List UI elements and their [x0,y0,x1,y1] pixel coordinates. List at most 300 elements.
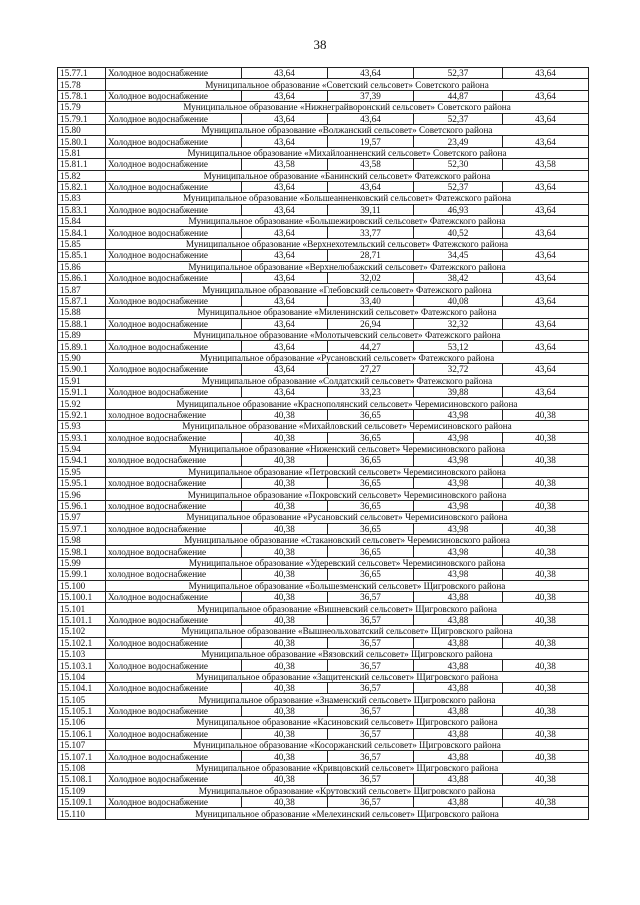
service-name: холодное водоснабжение [106,478,242,489]
municipality-header-row [58,603,589,614]
municipality-header-row [58,421,589,432]
row-code: 15.95.1 [58,478,106,489]
tariff-value-1: 43,64 [242,181,328,192]
municipality-title: Муниципальное образование «Михайлоанненский сельсовет» Советского района [106,147,589,158]
row-code: 15.104.1 [58,683,106,694]
tariff-value-1: 40,38 [242,455,328,466]
row-code: 15.77.1 [58,68,106,79]
municipality-header-row [58,193,589,204]
tariff-value-4: 43,64 [503,386,589,397]
service-name: Холодное водоснабжение [106,705,242,716]
row-code: 15.81 [58,147,106,158]
service-name: Холодное водоснабжение [106,295,242,306]
tariff-value-2: 36,57 [328,751,414,762]
tariff-value-2: 27,27 [328,364,414,375]
row-code: 15.104 [58,671,106,682]
municipality-title: Муниципальное образование «Миленинский сельсовет» Фатежского района [106,307,589,318]
service-name: Холодное водоснабжение [106,614,242,625]
tariff-value-2: 39,11 [328,204,414,215]
municipality-title: Муниципальное образование «Нижнеграйворонский сельсовет» Советского района [106,102,589,113]
municipality-title: Муниципальное образование «Стакановский сельсовет» Черемисиновского района [106,535,589,546]
municipality-title: Муниципальное образование «Защитенский сельсовет» Щигровского района [106,671,589,682]
service-name: Холодное водоснабжение [106,273,242,284]
tariff-value-3: 43,98 [414,523,503,534]
tariff-value-2: 36,65 [328,523,414,534]
service-name: Холодное водоснабжение [106,637,242,648]
tariff-value-3: 52,37 [414,68,503,79]
tariff-value-2: 33,23 [328,386,414,397]
table-row [58,250,589,261]
row-code: 15.100.1 [58,591,106,602]
table-row [58,295,589,306]
row-code: 15.78.1 [58,90,106,101]
row-code: 15.108.1 [58,774,106,785]
tariff-value-4: 40,38 [503,705,589,716]
tariff-value-1: 43,64 [242,136,328,147]
tariff-value-3: 40,08 [414,295,503,306]
tariff-value-1: 40,38 [242,751,328,762]
table-row [58,591,589,602]
service-name: Холодное водоснабжение [106,159,242,170]
table-row [58,500,589,511]
table-row [58,705,589,716]
tariff-value-3: 43,88 [414,591,503,602]
table-row [58,660,589,671]
tariff-value-4: 43,64 [503,318,589,329]
row-code: 15.85 [58,238,106,249]
table-row [58,364,589,375]
tariff-value-1: 43,64 [242,341,328,352]
tariff-value-4: 40,38 [503,478,589,489]
tariff-value-4: 43,58 [503,159,589,170]
row-code: 15.98.1 [58,546,106,557]
municipality-header-row [58,261,589,272]
tariff-value-2: 36,57 [328,705,414,716]
tariff-value-2: 33,40 [328,295,414,306]
municipality-header-row [58,398,589,409]
tariff-value-4: 40,38 [503,637,589,648]
municipality-title: Муниципальное образование «Удеревский сельсовет» Черемисиновского района [106,557,589,568]
tariff-value-3: 43,88 [414,614,503,625]
service-name: Холодное водоснабжение [106,227,242,238]
table-row [58,136,589,147]
municipality-header-row [58,466,589,477]
row-code: 15.101.1 [58,614,106,625]
table-row [58,774,589,785]
table-row [58,341,589,352]
tariff-value-1: 40,38 [242,637,328,648]
table-row [58,797,589,808]
row-code: 15.87.1 [58,295,106,306]
tariff-value-3: 43,88 [414,683,503,694]
tariff-value-1: 43,64 [242,364,328,375]
tariff-value-2: 36,65 [328,569,414,580]
municipality-title: Муниципальное образование «Глебовский сельсовет» Фатежского района [106,284,589,295]
tariff-value-4: 40,38 [503,774,589,785]
service-name: Холодное водоснабжение [106,591,242,602]
tariff-value-2: 36,57 [328,614,414,625]
tariff-value-4: 40,38 [503,523,589,534]
tariff-value-2: 36,57 [328,660,414,671]
row-code: 15.102 [58,626,106,637]
table-row [58,455,589,466]
tariff-value-3: 53,12 [414,341,503,352]
table-row [58,204,589,215]
municipality-header-row [58,580,589,591]
row-code: 15.93 [58,421,106,432]
row-code: 15.96 [58,489,106,500]
service-name: Холодное водоснабжение [106,204,242,215]
tariff-value-4: 40,38 [503,751,589,762]
municipality-title: Муниципальное образование «Михайловский сельсовет» Черемисиновского района [106,421,589,432]
service-name: Холодное водоснабжение [106,660,242,671]
municipality-header-row [58,102,589,113]
tariff-value-1: 40,38 [242,774,328,785]
service-name: Холодное водоснабжение [106,683,242,694]
row-code: 15.106.1 [58,728,106,739]
row-code: 15.106 [58,717,106,728]
municipality-header-row [58,307,589,318]
tariff-value-3: 39,88 [414,386,503,397]
row-code: 15.107.1 [58,751,106,762]
table-row [58,90,589,101]
tariff-value-3: 43,98 [414,409,503,420]
row-code: 15.84.1 [58,227,106,238]
service-name: Холодное водоснабжение [106,90,242,101]
row-code: 15.107 [58,740,106,751]
row-code: 15.91.1 [58,386,106,397]
row-code: 15.96.1 [58,500,106,511]
tariff-value-2: 36,65 [328,455,414,466]
table-row [58,227,589,238]
tariff-value-3: 43,88 [414,728,503,739]
tariff-value-1: 43,64 [242,204,328,215]
tariff-value-3: 43,88 [414,705,503,716]
tariff-value-2: 43,64 [328,181,414,192]
tariff-value-3: 32,32 [414,318,503,329]
tariff-value-3: 43,88 [414,637,503,648]
tariff-value-2: 36,57 [328,774,414,785]
table-row [58,523,589,534]
tariff-value-1: 40,38 [242,546,328,557]
service-name: Холодное водоснабжение [106,364,242,375]
municipality-title: Муниципальное образование «Советский сельсовет» Советского района [106,79,589,90]
municipality-title: Муниципальное образование «Вязовский сельсовет» Щигровского района [106,648,589,659]
tariff-value-1: 43,64 [242,227,328,238]
tariff-value-1: 40,38 [242,660,328,671]
row-code: 15.90 [58,352,106,363]
tariff-value-4: 43,64 [503,273,589,284]
municipality-title: Муниципальное образование «Кривцовский сельсовет» Щигровского района [106,762,589,773]
table-row [58,478,589,489]
row-code: 15.95 [58,466,106,477]
row-code: 15.80.1 [58,136,106,147]
tariff-value-1: 40,38 [242,705,328,716]
row-code: 15.86.1 [58,273,106,284]
row-code: 15.103.1 [58,660,106,671]
tariff-value-2: 36,65 [328,546,414,557]
service-name: Холодное водоснабжение [106,341,242,352]
row-code: 15.94 [58,443,106,454]
row-code: 15.83 [58,193,106,204]
service-name: Холодное водоснабжение [106,250,242,261]
municipality-title: Муниципальное образование «Молотычевский сельсовет» Фатежского района [106,329,589,340]
table-row [58,386,589,397]
tariff-value-1: 40,38 [242,432,328,443]
municipality-title: Муниципальное образование «Верхнехотемльский сельсовет» Фатежского района [106,238,589,249]
tariff-value-4: 43,64 [503,181,589,192]
tariff-value-2: 36,65 [328,478,414,489]
table-row [58,683,589,694]
municipality-header-row [58,170,589,181]
tariff-value-2: 36,65 [328,500,414,511]
row-code: 15.85.1 [58,250,106,261]
row-code: 15.82.1 [58,181,106,192]
municipality-title: Муниципальное образование «Большежировский сельсовет» Фатежского района [106,216,589,227]
tariff-table [57,67,589,820]
tariff-value-3: 43,88 [414,797,503,808]
table-row [58,614,589,625]
table-row [58,432,589,443]
municipality-header-row [58,762,589,773]
service-name: Холодное водоснабжение [106,386,242,397]
row-code: 15.102.1 [58,637,106,648]
row-code: 15.88 [58,307,106,318]
tariff-value-3: 32,72 [414,364,503,375]
tariff-value-1: 40,38 [242,591,328,602]
municipality-header-row [58,557,589,568]
tariff-value-4: 40,38 [503,500,589,511]
tariff-value-4: 43,64 [503,113,589,124]
row-code: 15.97.1 [58,523,106,534]
table-row [58,728,589,739]
municipality-title: Муниципальное образование «Большезменский сельсовет» Щигровского района [106,580,589,591]
service-name: холодное водоснабжение [106,432,242,443]
row-code: 15.99 [58,557,106,568]
table-row [58,159,589,170]
municipality-title: Муниципальное образование «Банинский сельсовет» Фатежского района [106,170,589,181]
row-code: 15.89 [58,329,106,340]
municipality-header-row [58,238,589,249]
tariff-value-3: 43,88 [414,660,503,671]
row-code: 15.80 [58,124,106,135]
row-code: 15.89.1 [58,341,106,352]
municipality-header-row [58,79,589,90]
row-code: 15.92 [58,398,106,409]
tariff-value-3: 43,88 [414,751,503,762]
municipality-title: Муниципальное образование «Покровский сельсовет» Черемисиновского района [106,489,589,500]
municipality-header-row [58,284,589,295]
tariff-value-3: 43,98 [414,432,503,443]
service-name: Холодное водоснабжение [106,136,242,147]
municipality-header-row [58,648,589,659]
table-row [58,318,589,329]
tariff-value-1: 43,64 [242,250,328,261]
tariff-value-1: 40,38 [242,500,328,511]
tariff-value-2: 37,39 [328,90,414,101]
tariff-value-4: 43,64 [503,295,589,306]
table-row [58,569,589,580]
tariff-value-2: 36,57 [328,591,414,602]
service-name: Холодное водоснабжение [106,68,242,79]
municipality-title: Муниципальное образование «Касиновский сельсовет» Щигровского района [106,717,589,728]
tariff-value-1: 43,64 [242,90,328,101]
tariff-value-4: 40,38 [503,591,589,602]
tariff-value-1: 43,64 [242,113,328,124]
tariff-value-2: 36,57 [328,728,414,739]
municipality-header-row [58,671,589,682]
tariff-value-1: 43,64 [242,318,328,329]
tariff-value-2: 19,57 [328,136,414,147]
tariff-value-3: 43,88 [414,774,503,785]
service-name: Холодное водоснабжение [106,113,242,124]
tariff-value-3: 43,98 [414,478,503,489]
municipality-title: Муниципальное образование «Петровский сельсовет» Черемисиновского района [106,466,589,477]
table-body [58,68,589,820]
row-code: 15.81.1 [58,159,106,170]
service-name: холодное водоснабжение [106,455,242,466]
municipality-header-row [58,512,589,523]
municipality-header-row [58,489,589,500]
tariff-value-4: 40,38 [503,546,589,557]
tariff-value-2: 43,58 [328,159,414,170]
tariff-value-4: 43,64 [503,68,589,79]
tariff-value-3: 52,37 [414,113,503,124]
service-name: холодное водоснабжение [106,500,242,511]
tariff-value-4: 40,38 [503,455,589,466]
tariff-value-3: 43,98 [414,455,503,466]
tariff-value-1: 43,58 [242,159,328,170]
municipality-header-row [58,352,589,363]
tariff-value-1: 40,38 [242,728,328,739]
tariff-value-3: 52,37 [414,181,503,192]
table-row [58,751,589,762]
service-name: холодное водоснабжение [106,409,242,420]
tariff-value-4: 40,38 [503,728,589,739]
row-code: 15.105.1 [58,705,106,716]
municipality-title: Муниципальное образование «Верхнелюбажский сельсовет» Фатежского района [106,261,589,272]
tariff-value-2: 32,02 [328,273,414,284]
tariff-value-3: 46,93 [414,204,503,215]
page-number: 38 [313,37,327,52]
municipality-header-row [58,740,589,751]
row-code: 15.93.1 [58,432,106,443]
tariff-value-2: 44,27 [328,341,414,352]
service-name: холодное водоснабжение [106,546,242,557]
municipality-header-row [58,443,589,454]
tariff-value-1: 40,38 [242,797,328,808]
tariff-value-2: 36,65 [328,409,414,420]
tariff-value-3: 38,42 [414,273,503,284]
table-row [58,113,589,124]
tariff-value-2: 26,94 [328,318,414,329]
row-code: 15.103 [58,648,106,659]
row-code: 15.110 [58,808,106,819]
row-code: 15.99.1 [58,569,106,580]
tariff-value-4: 43,64 [503,250,589,261]
service-name: Холодное водоснабжение [106,751,242,762]
tariff-value-3: 52,30 [414,159,503,170]
tariff-value-3: 34,45 [414,250,503,261]
tariff-value-1: 43,64 [242,295,328,306]
row-code: 15.109 [58,785,106,796]
service-name: Холодное водоснабжение [106,318,242,329]
tariff-value-1: 40,38 [242,614,328,625]
row-code: 15.100 [58,580,106,591]
tariff-value-2: 33,77 [328,227,414,238]
municipality-title: Муниципальное образование «Солдатский сельсовет» Фатежского района [106,375,589,386]
municipality-header-row [58,694,589,705]
service-name: Холодное водоснабжение [106,728,242,739]
row-code: 15.79 [58,102,106,113]
municipality-header-row [58,124,589,135]
table-row [58,409,589,420]
tariff-value-4: 43,64 [503,136,589,147]
tariff-value-2: 36,57 [328,797,414,808]
municipality-title: Муниципальное образование «Волжанский сельсовет» Советского района [106,124,589,135]
municipality-header-row [58,375,589,386]
row-code: 15.108 [58,762,106,773]
municipality-header-row [58,626,589,637]
row-code: 15.82 [58,170,106,181]
municipality-title: Муниципальное образование «Ниженский сельсовет» Черемисиновского района [106,443,589,454]
tariff-value-1: 43,64 [242,386,328,397]
row-code: 15.86 [58,261,106,272]
tariff-value-1: 40,38 [242,569,328,580]
row-code: 15.91 [58,375,106,386]
tariff-value-2: 36,57 [328,637,414,648]
row-code: 15.88.1 [58,318,106,329]
row-code: 15.105 [58,694,106,705]
municipality-title: Муниципальное образование «Русановский сельсовет» Черемисиновского района [106,512,589,523]
tariff-value-3: 43,98 [414,500,503,511]
row-code: 15.101 [58,603,106,614]
tariff-value-4: 43,64 [503,364,589,375]
tariff-value-2: 43,64 [328,113,414,124]
row-code: 15.87 [58,284,106,295]
row-code: 15.84 [58,216,106,227]
tariff-value-3: 43,98 [414,569,503,580]
tariff-value-4: 40,38 [503,409,589,420]
tariff-value-2: 36,57 [328,683,414,694]
service-name: холодное водоснабжение [106,523,242,534]
tariff-value-4: 40,38 [503,614,589,625]
row-code: 15.94.1 [58,455,106,466]
municipality-title: Муниципальное образование «Мелехинский сельсовет» Щигровского района [106,808,589,819]
table-row [58,181,589,192]
tariff-value-2: 36,65 [328,432,414,443]
table-row [58,273,589,284]
tariff-value-1: 40,38 [242,683,328,694]
tariff-value-4: 40,38 [503,432,589,443]
municipality-title: Муниципальное образование «Косоржанский сельсовет» Щигровского района [106,740,589,751]
tariff-value-4: 40,38 [503,683,589,694]
tariff-value-4: 43,64 [503,204,589,215]
municipality-title: Муниципальное образование «Знаменский сельсовет» Щигровского района [106,694,589,705]
service-name: Холодное водоснабжение [106,797,242,808]
row-code: 15.83.1 [58,204,106,215]
tariff-value-3: 40,52 [414,227,503,238]
municipality-title: Муниципальное образование «Краснополянский сельсовет» Черемисиновского района [106,398,589,409]
row-code: 15.90.1 [58,364,106,375]
municipality-header-row [58,216,589,227]
tariff-value-4: 43,64 [503,341,589,352]
tariff-value-2: 43,64 [328,68,414,79]
service-name: Холодное водоснабжение [106,774,242,785]
tariff-value-1: 43,64 [242,273,328,284]
row-code: 15.109.1 [58,797,106,808]
municipality-header-row [58,808,589,819]
